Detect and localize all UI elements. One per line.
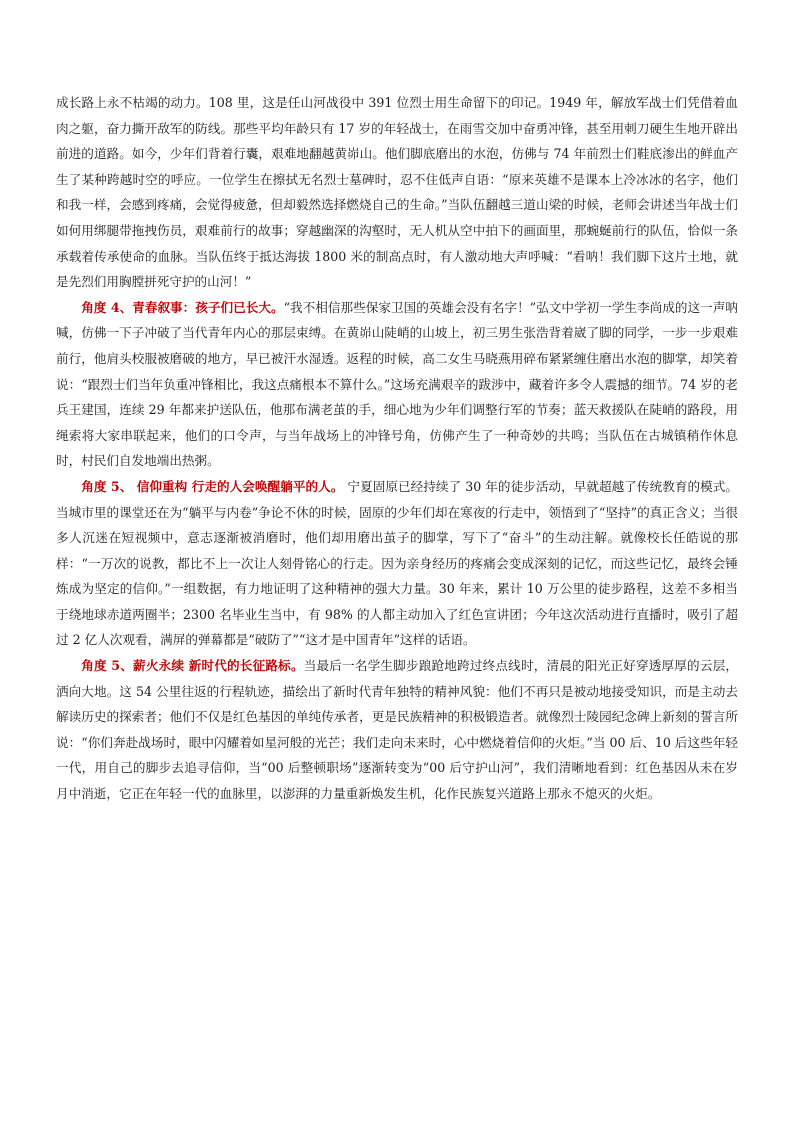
paragraph-continuation [56,90,738,295]
paragraph-heading: 角度 5、 信仰重构 行走的人会唤醒躺平的人。 [81,478,344,494]
paragraph-text: “我不相信那些保家卫国的英雄会没有名字！”弘文中学初一学生李尚成的这一声呐喊，仿佛一下子冲破了当代青年内心的那层束缚。在黄峁山陡峭的山坡上，初三男生张浩背着崴了脚的同学，一步一步艰难前行，他肩头校服被磨破的地方，早已被汗水湿透。返程的时候，高二女生马晓燕用碎布紧紧缠住磨出水泡的脚掌，却笑着说：“跟烈士们当年负重冲锋相比，我这点痛根本不算什么。”这场充满艰辛的跋涉中，藏着许多令人震撼的细节。74 岁的老兵王建国，连续 29 年都来护送队伍，他那布满老茧的手，细心地为少年们调整行军的节奏；蓝天救援队在陡峭的路段，用绳索将大家串联起来，他们的口令声，与当年战场上的冲锋号角，仿佛产生了一种奇妙的共鸣；当队伍在古城镇稍作休息时，村民们自发地端出热粥。 [56,299,738,469]
paragraph-heading: 角度 5、薪火永续 新时代的长征路标。 [81,658,304,674]
paragraph-text: 成长路上永不枯竭的动力。108 里，这是任山河战役中 391 位烈士用生命留下的印记。1949 年，解放军战士们凭借着血肉之躯，奋力撕开敌军的防线。那些平均年龄只有 17 岁的年轻战士，在雨雪交加中奋勇冲锋，甚至用刺刀硬生生地开辟出前进的道路。如今，少年们背着行囊，艰难地翻越黄峁山。他们脚底磨出的水泡，仿佛与 74 年前烈士们鞋底渗出的鲜血产生了某种跨越时空的呼应。一位学生在擦拭无名烈士墓碑时，忍不住低声自语：“原来英雄不是课本上冷冰冰的名字，他们和我一样，会感到疼痛，会觉得疲惫，但却毅然选择燃烧自己的生命。”当队伍翻越三道山梁的时候，老师会讲述当年战士们如何用绑腿带拖拽伤员，艰难前行的故事；穿越幽深的沟壑时，无人机从空中拍下的画面里，那蜿蜒前行的队伍，恰似一条承载着传承使命的血脉。当队伍终于抵达海拔 1800 米的制高点时，有人激动地大声呼喊：“看呐！我们脚下这片土地，就是先烈们用胸膛拼死守护的山河！” [56,95,738,290]
paragraph-angle-5-belief [56,474,738,653]
paragraph-text: 当最后一名学生脚步踉跄地跨过终点线时，清晨的阳光正好穿透厚厚的云层，洒向大地。这 54 公里往返的行程轨迹，描绘出了新时代青年独特的精神风貌：他们不再只是被动地接受知识，而是主动去解读历史的探索者；他们不仅是红色基因的单纯传承者，更是民族精神的积极锻造者。就像烈士陵园纪念碑上新刻的誓言所说：“你们奔赴战场时，眼中闪耀着如星河般的光芒；我们走向未来时，心中燃烧着信仰的火炬。”当 00 后、10 后这些年轻一代，用自己的脚步去追寻信仰，当“00 后整顿职场”逐渐转变为“00 后守护山河”，我们清晰地看到：红色基因从未在岁月中消逝，它正在年轻一代的血脉里，以澎湃的力量重新焕发生机，化作民族复兴道路上那永不熄灭的火炬。 [56,658,738,802]
paragraph-angle-4 [56,295,738,474]
paragraph-angle-5-legacy [56,653,738,807]
paragraph-heading: 角度 4、青春叙事：孩子们已长大。 [81,299,284,315]
paragraph-text: 宁夏固原已经持续了 30 年的徒步活动，早就超越了传统教育的模式。当城市里的课堂还在为“躺平与内卷”争论不休的时候，固原的少年们却在寒夜的行走中，领悟到了“坚持”的真正含义；当很多人沉迷在短视频中，意志逐渐被消磨时，他们却用磨出茧子的脚掌，写下了“奋斗”的生动注解。就像校长任皓说的那样：“一万次的说教，都比不上一次让人刻骨铭心的行走。因为亲身经历的疼痛会变成深刻的记忆，而这些记忆，最终会锤炼成为坚定的信仰。”一组数据，有力地证明了这种精神的强大力量。30 年来，累计 10 万公里的徒步路程，这差不多相当于绕地球赤道两圈半；2300 名毕业生当中，有 98% 的人都主动加入了红色宣讲团；今年这次活动进行直播时，吸引了超过 2 亿人次观看，满屏的弹幕都是“破防了”“这才是中国青年”这样的话语。 [56,478,738,648]
document-page [56,90,738,807]
